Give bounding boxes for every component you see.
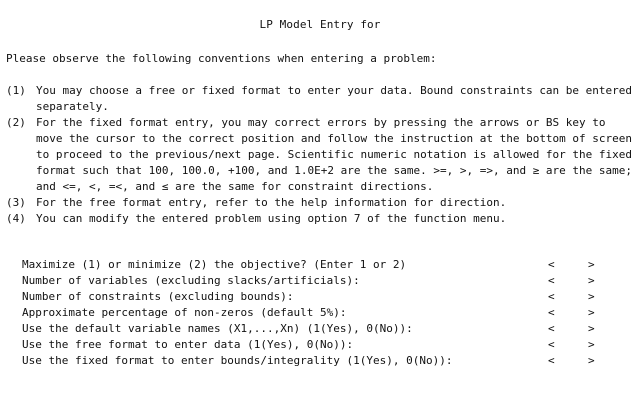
page-title: LP Model Entry for — [259, 18, 381, 31]
fixed-bounds-field — [548, 353, 598, 369]
form-row-objective — [22, 257, 630, 273]
conventions-intro: Please observe the following conventions when entering a problem: — [6, 52, 437, 65]
free-format-field — [548, 337, 598, 353]
convention-number: (1) — [6, 84, 26, 97]
variables-input[interactable] — [558, 274, 584, 287]
field-close-marker: > — [588, 306, 595, 319]
default-names-field — [548, 321, 598, 337]
objective-input[interactable] — [558, 258, 584, 271]
field-close-marker: > — [588, 322, 595, 335]
convention-item-2 — [6, 115, 636, 195]
fixed-bounds-input[interactable] — [558, 354, 584, 367]
field-close-marker: > — [588, 290, 595, 303]
field-close-marker: > — [588, 274, 595, 287]
field-label: Approximate percentage of non-zeros (default 5%): — [22, 306, 347, 319]
field-open-marker: < — [548, 338, 555, 351]
form-row-constraints — [22, 289, 630, 305]
variables-field — [548, 273, 598, 289]
form-row-nonzeros — [22, 305, 630, 321]
convention-text: For the free format entry, refer to the help information for direction. — [36, 196, 507, 209]
objective-field — [548, 257, 598, 273]
constraints-input[interactable] — [558, 290, 584, 303]
field-close-marker: > — [588, 258, 595, 271]
convention-item-1 — [6, 83, 636, 115]
nonzeros-input[interactable] — [558, 306, 584, 319]
convention-item-3 — [6, 195, 636, 211]
field-open-marker: < — [548, 354, 555, 367]
field-label: Use the default variable names (X1,...,Xn) (1(Yes), 0(No)): — [22, 322, 413, 335]
convention-text: You may choose a free or fixed format to enter your data. Bound constraints can be entered separately. — [36, 84, 633, 113]
problem-entry-form — [22, 257, 630, 369]
field-open-marker: < — [548, 290, 555, 303]
convention-text: For the fixed format entry, you may correct errors by pressing the arrows or BS key to move the cursor to the correct position and follow the instruction at the bottom of screen to proceed to the previous/next page. Scientific numeric notation is allowed for the fixed format such that 100, 100.0, +100, and 1.0E+2 are the same. >=, >, =>, and ≥ are the same; and <=, <, =<, and ≤ are the same for constraint directions. — [36, 116, 633, 193]
form-row-variables — [22, 273, 630, 289]
field-label: Maximize (1) or minimize (2) the objective? (Enter 1 or 2) — [22, 258, 407, 271]
field-label: Use the free format to enter data (1(Yes), 0(No)): — [22, 338, 354, 351]
convention-text: You can modify the entered problem using option 7 of the function menu. — [36, 212, 507, 225]
convention-number: (3) — [6, 196, 26, 209]
field-label: Number of constraints (excluding bounds): — [22, 290, 294, 303]
free-format-input[interactable] — [558, 338, 584, 351]
field-open-marker: < — [548, 258, 555, 271]
form-row-default-names — [22, 321, 630, 337]
form-row-fixed-bounds — [22, 353, 630, 369]
field-close-marker: > — [588, 338, 595, 351]
field-open-marker: < — [548, 274, 555, 287]
field-label: Number of variables (excluding slacks/artificials): — [22, 274, 360, 287]
form-row-free-format — [22, 337, 630, 353]
convention-number: (2) — [6, 116, 26, 129]
field-open-marker: < — [548, 322, 555, 335]
field-close-marker: > — [588, 354, 595, 367]
convention-item-4 — [6, 211, 636, 227]
default-names-input[interactable] — [558, 322, 584, 335]
nonzeros-field — [548, 305, 598, 321]
convention-number: (4) — [6, 212, 26, 225]
field-label: Use the fixed format to enter bounds/integrality (1(Yes), 0(No)): — [22, 354, 453, 367]
constraints-field — [548, 289, 598, 305]
field-open-marker: < — [548, 306, 555, 319]
conventions-list — [6, 83, 636, 227]
